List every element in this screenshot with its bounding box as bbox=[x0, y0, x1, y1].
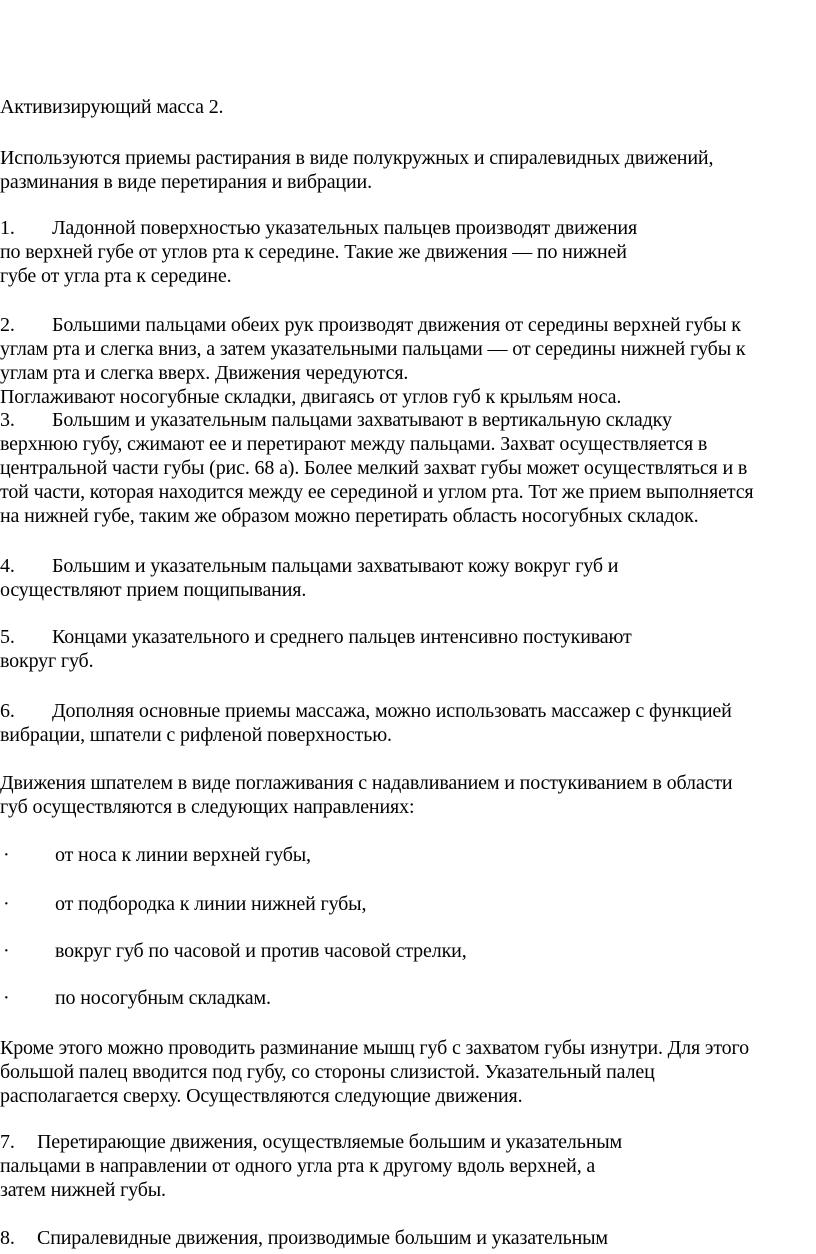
line-text: Перетирающие движения, осуществляемые большим и указательным bbox=[37, 1131, 623, 1153]
bullet-marker: · bbox=[3, 893, 10, 915]
line-text: углам рта и слегка вниз, а затем указательными пальцами — от середины нижней губы к bbox=[0, 338, 746, 360]
line-text: пальцами в направлении от одного угла рта к другому вдоль верхней, а bbox=[0, 1155, 596, 1177]
line-text: углам рта и слегка вверх. Движения чередуются. bbox=[0, 362, 409, 384]
line-text: Большим и указательным пальцами захватывают кожу вокруг губ и bbox=[52, 555, 619, 577]
item-number: 5. bbox=[0, 626, 15, 648]
line-text: той части, которая находится между ее серединой и углом рта. Тот же прием выполняется bbox=[0, 481, 754, 503]
line-text: центральной части губы (рис. 68 а). Более мелкий захват губы может осуществляться и в bbox=[0, 457, 748, 479]
line-text: на нижней губе, таким же образом можно перетирать область носогубных складок. bbox=[0, 505, 699, 527]
item-number: 3. bbox=[0, 409, 15, 431]
item-number: 1. bbox=[0, 217, 15, 239]
item-number: 8. bbox=[0, 1227, 15, 1249]
item-number: 4. bbox=[0, 555, 15, 577]
line-text: Движения шпателем в виде поглаживания с надавливанием и постукиванием в области bbox=[0, 772, 733, 794]
line-text: располагается сверху. Осуществляются следующие движения. bbox=[0, 1085, 523, 1107]
line-text: Поглаживают носогубные складки, двигаясь от углов губ к крыльям носа. bbox=[0, 386, 622, 408]
line-text: губе от угла рта к середине. bbox=[0, 265, 232, 287]
bullet-marker: · bbox=[3, 940, 10, 962]
bullet-marker: · bbox=[3, 987, 10, 1009]
line-text: осуществляют прием пощипывания. bbox=[0, 579, 307, 601]
bullet-marker: · bbox=[3, 844, 10, 866]
line-text: большой палец вводится под губу, со стороны слизистой. Указательный палец bbox=[0, 1061, 655, 1083]
line-text: Кроме этого можно проводить разминание мышц губ с захватом губы изнутри. Для этого bbox=[0, 1037, 749, 1059]
line-text: по носогубным складкам. bbox=[55, 987, 271, 1009]
line-text: Большими пальцами обеих рук производят движения от середины верхней губы к bbox=[52, 314, 741, 336]
line-text: Большим и указательным пальцами захватывают в вертикальную складку bbox=[52, 409, 672, 431]
line-text: губ осуществляются в следующих направлениях: bbox=[0, 796, 415, 818]
item-number: 2. bbox=[0, 314, 15, 336]
line-text: Дополняя основные приемы массажа, можно использовать массажер с функцией bbox=[52, 700, 732, 722]
line-text: затем нижней губы. bbox=[0, 1179, 166, 1201]
line-text: верхнюю губу, сжимают ее и перетирают между пальцами. Захват осуществляется в bbox=[0, 433, 708, 455]
line-text: по верхней губе от углов рта к середине. Такие же движения — по нижней bbox=[0, 241, 627, 263]
line-text: от подбородка к линии нижней губы, bbox=[55, 893, 367, 915]
line-text: Концами указательного и среднего пальцев интенсивно постукивают bbox=[52, 626, 632, 648]
line-text: разминания в виде перетирания и вибрации. bbox=[0, 171, 372, 193]
line-text: Активизирующий масса 2. bbox=[0, 96, 224, 118]
line-text: вокруг губ по часовой и против часовой стрелки, bbox=[55, 940, 467, 962]
line-text: Спиралевидные движения, производимые большим и указательным bbox=[37, 1227, 608, 1249]
line-text: Ладонной поверхностью указательных пальцев производят движения bbox=[52, 217, 638, 239]
line-text: вибрации, шпатели с рифленой поверхностью. bbox=[0, 724, 392, 746]
item-number: 6. bbox=[0, 700, 15, 722]
item-number: 7. bbox=[0, 1131, 15, 1153]
line-text: вокруг губ. bbox=[0, 650, 94, 672]
line-text: от носа к линии верхней губы, bbox=[55, 844, 311, 866]
line-text: Используются приемы растирания в виде полукружных и спиралевидных движений, bbox=[0, 147, 714, 169]
